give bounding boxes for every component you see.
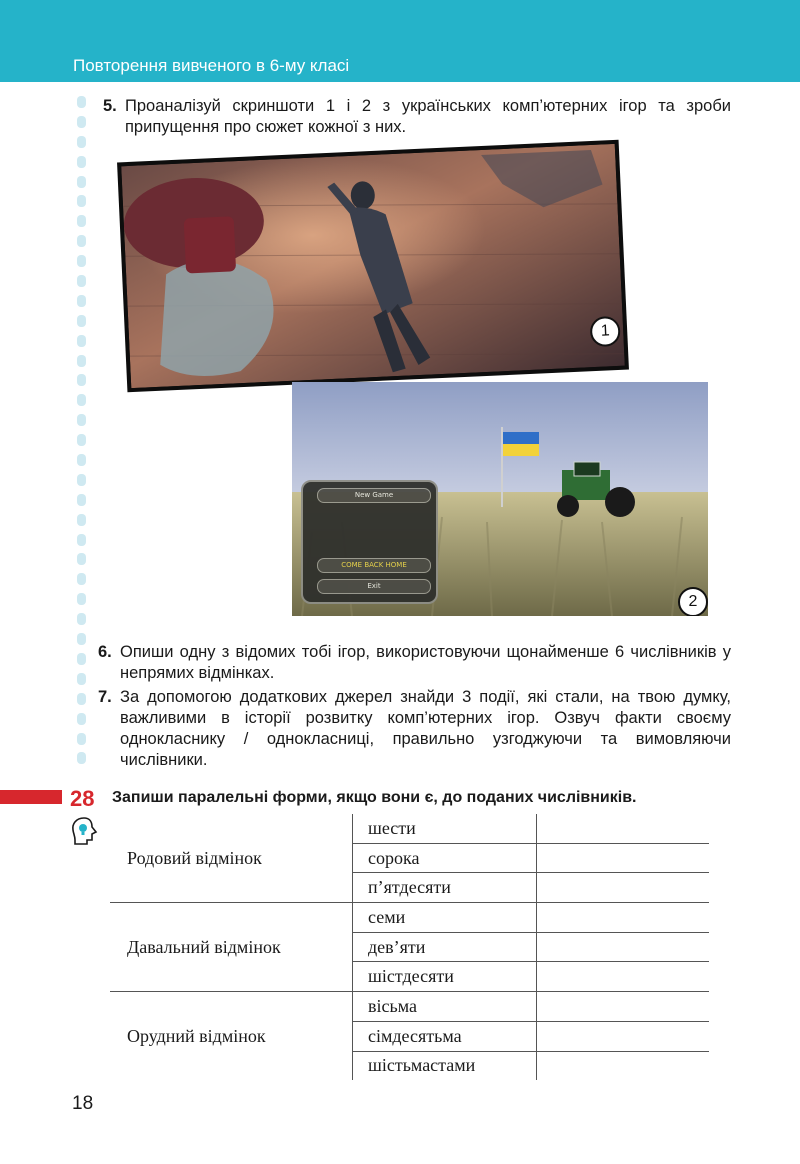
notebook-spiral	[77, 96, 89, 772]
numeral-cell: шістьмастами	[353, 1051, 537, 1080]
screenshot-badge: 1	[590, 316, 621, 347]
answer-cell[interactable]	[537, 1021, 710, 1051]
numeral-cell: шістдесяти	[353, 962, 537, 992]
page-number: 18	[72, 1093, 94, 1114]
answer-cell[interactable]	[537, 962, 710, 992]
header-title: Повторення вивченого в 6-му класі	[73, 56, 350, 75]
page-header	[0, 0, 800, 82]
task-text: Проаналізуй скриншоти 1 і 2 з українських комп’ютерних ігор та зроби припущення про сюжет кожної з них.	[125, 97, 731, 136]
answer-cell[interactable]	[537, 873, 710, 903]
game-menu-panel	[301, 480, 438, 604]
exercise-marker	[0, 790, 62, 804]
numeral-cell: дев’яти	[353, 932, 537, 962]
lightbulb-head-icon	[70, 816, 98, 846]
exit-button[interactable]: Exit	[317, 579, 431, 594]
task-5	[103, 96, 731, 138]
exercise-title: Запиши паралельні форми, якщо вони є, до поданих числівників.	[112, 789, 637, 806]
answer-cell[interactable]	[537, 814, 710, 843]
come-back-home-button[interactable]: COME BACK HOME	[317, 558, 431, 573]
exercise-number: 28	[70, 786, 95, 811]
numeral-cell: сорока	[353, 843, 537, 873]
task-text: За допомогою додаткових джерел знайди 3 події, які стали, на твою думку, важливими в історії розвитку комп’ютерних ігор. Озвуч факти своєму однокласнику / однокласниці, правильно узгоджуючи та вимовляючи числівники.	[120, 688, 731, 769]
numeral-cell: семи	[353, 903, 537, 933]
answer-cell[interactable]	[537, 903, 710, 933]
screenshot-1	[121, 144, 625, 388]
answer-cell[interactable]	[537, 932, 710, 962]
screenshot-1-image	[121, 144, 625, 388]
case-label: Родовий відмінок	[110, 814, 353, 903]
task-number: 5.	[103, 97, 117, 115]
answer-cell[interactable]	[537, 843, 710, 873]
task-number: 7.	[98, 688, 112, 706]
task-number: 6.	[98, 643, 112, 661]
case-label: Орудний відмінок	[110, 992, 353, 1081]
screenshot-2	[292, 382, 708, 616]
screenshot-badge: 2	[678, 587, 708, 616]
numeral-cell: шести	[353, 814, 537, 843]
case-label: Давальний відмінок	[110, 903, 353, 992]
answer-cell[interactable]	[537, 1051, 710, 1080]
task-7	[98, 687, 731, 771]
numeral-cell: вісьма	[353, 992, 537, 1022]
task-text: Опиши одну з відомих тобі ігор, використовуючи щонайменше 6 числівників у непрямих відмінках.	[120, 643, 731, 682]
task-6	[98, 642, 731, 684]
answer-cell[interactable]	[537, 992, 710, 1022]
parallel-forms-table	[110, 814, 709, 1080]
new-game-button[interactable]: New Game	[317, 488, 431, 503]
numeral-cell: сімдесятьма	[353, 1021, 537, 1051]
numeral-cell: п’ятдесяти	[353, 873, 537, 903]
